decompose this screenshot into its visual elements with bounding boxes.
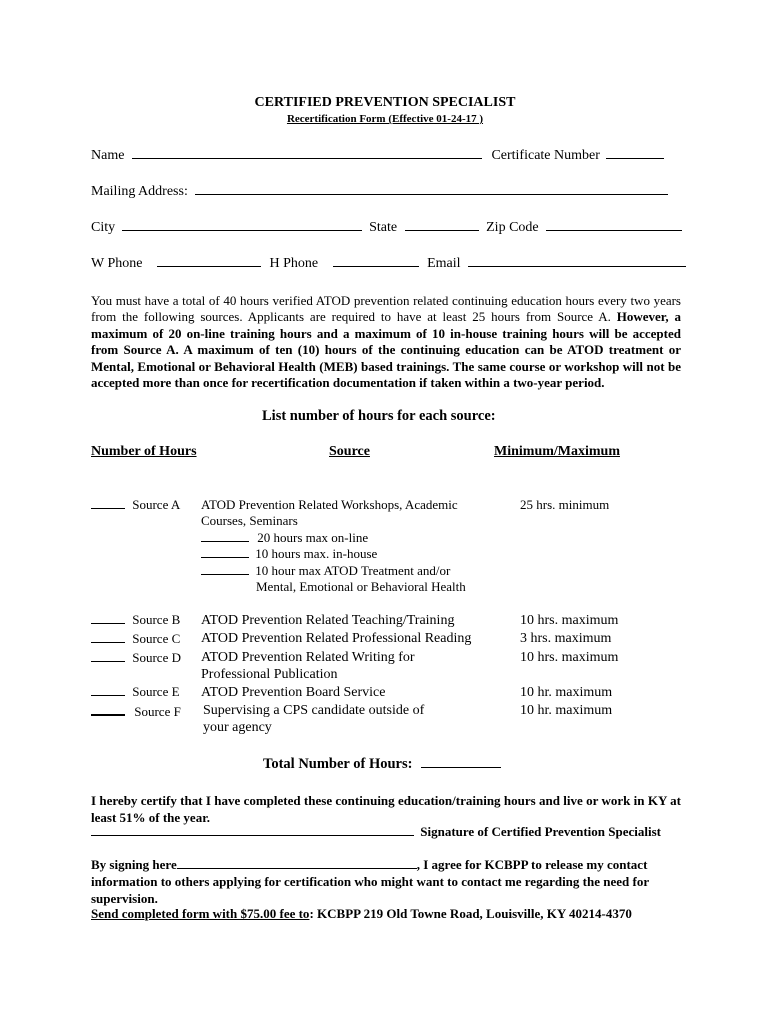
source-d-limit: 10 hrs. maximum <box>520 650 619 665</box>
city-row <box>91 219 682 236</box>
source-d-desc1: ATOD Prevention Related Writing for <box>201 650 415 665</box>
source-b-hours-field[interactable] <box>91 613 125 624</box>
consent-suffix: , I agree for KCBPP to release my contact information to others applying for certification who might want to contact me regarding the need for supervision. <box>91 857 649 906</box>
form-subtitle: Recertification Form (Effective 01-24-17 ) <box>286 113 484 125</box>
source-a-label: Source A <box>132 497 181 512</box>
state-field[interactable] <box>405 219 479 231</box>
source-b-hours <box>91 612 180 628</box>
source-c-desc: ATOD Prevention Related Professional Reading <box>201 631 472 646</box>
mailing-label: Mailing Address: <box>91 184 188 199</box>
wphone-field[interactable] <box>157 255 261 267</box>
source-d-hours <box>91 650 181 666</box>
source-c-label: Source C <box>132 631 181 646</box>
send-row <box>91 906 632 922</box>
source-a-sub4: Mental, Emotional or Behavioral Health <box>256 579 466 594</box>
source-e-hours-field[interactable] <box>91 685 125 696</box>
source-a-sub3: 10 hour max ATOD Treatment and/or <box>255 563 451 578</box>
col-source-header: Source <box>329 444 370 459</box>
source-a-sub3-row <box>201 563 450 579</box>
name-row <box>91 147 664 164</box>
source-e-desc: ATOD Prevention Board Service <box>201 685 386 700</box>
mailing-field[interactable] <box>195 183 668 195</box>
zip-field[interactable] <box>546 219 682 231</box>
source-b-desc: ATOD Prevention Related Teaching/Training <box>201 613 455 628</box>
total-label: Total Number of Hours: <box>263 756 413 772</box>
source-d-label: Source D <box>132 650 181 665</box>
online-hours-field[interactable] <box>201 531 249 542</box>
source-c-hours-field[interactable] <box>91 632 125 643</box>
source-d-hours-field[interactable] <box>91 651 125 662</box>
email-field[interactable] <box>468 255 686 267</box>
hphone-label: H Phone <box>269 256 319 271</box>
intro-text: You must have a total of 40 hours verified ATOD prevention related continuing education hours every two years from the following sources. Applicants are required to have at least 25 hours from Source A. <box>91 293 681 325</box>
source-b-limit: 10 hrs. maximum <box>520 613 619 628</box>
signature-label: Signature of Certified Prevention Specialist <box>420 824 661 839</box>
signature-field[interactable] <box>91 825 414 836</box>
source-d-desc2: Professional Publication <box>201 667 338 682</box>
city-label: City <box>91 220 116 235</box>
wphone-label: W Phone <box>91 256 143 271</box>
source-e-hours <box>91 684 180 700</box>
source-a-desc2: Courses, Seminars <box>201 513 298 528</box>
col-hours-header: Number of Hours <box>91 444 197 459</box>
col-minmax-header: Minimum/Maximum <box>494 444 620 459</box>
source-a-sub1-row <box>201 530 368 546</box>
name-field[interactable] <box>132 147 482 159</box>
source-e-label: Source E <box>132 684 180 699</box>
consent-prefix: By signing here <box>91 857 177 872</box>
source-f-hours-field[interactable] <box>91 704 125 716</box>
mailing-row <box>91 183 668 200</box>
source-a-limit: 25 hrs. minimum <box>520 497 610 512</box>
source-e-limit: 10 hr. maximum <box>520 685 613 700</box>
source-f-limit: 10 hr. maximum <box>520 703 613 718</box>
source-c-limit: 3 hrs. maximum <box>520 631 612 646</box>
certificate-field[interactable] <box>606 147 664 159</box>
consent-paragraph <box>91 856 681 907</box>
name-label: Name <box>91 148 125 163</box>
source-f-desc1: Supervising a CPS candidate outside of <box>203 703 425 718</box>
signature-row <box>91 824 661 840</box>
zip-label: Zip Code <box>486 220 539 235</box>
total-row <box>263 756 501 773</box>
city-field[interactable] <box>122 219 362 231</box>
source-a-sub2: 10 hours max. in-house <box>255 546 378 561</box>
source-f-hours <box>91 704 181 720</box>
source-c-hours <box>91 631 180 647</box>
send-address: : KCBPP 219 Old Towne Road, Louisville, KY 40214-4370 <box>309 906 632 921</box>
treatment-hours-field[interactable] <box>201 564 249 575</box>
source-a-hours <box>91 497 180 513</box>
total-hours-field[interactable] <box>421 756 501 768</box>
inhouse-hours-field[interactable] <box>201 547 249 558</box>
source-a-hours-field[interactable] <box>91 498 125 509</box>
source-a-desc1: ATOD Prevention Related Workshops, Academic <box>201 497 458 512</box>
state-label: State <box>369 220 398 235</box>
certify-text: I hereby certify that I have completed these continuing education/training hours and live or work in KY at least 51% of the year. <box>91 793 681 825</box>
send-label: Send completed form with $75.00 fee to <box>91 906 310 921</box>
source-f-desc2: your agency <box>203 720 272 735</box>
form-title: CERTIFIED PREVENTION SPECIALIST <box>254 95 516 110</box>
intro-paragraph <box>91 293 681 391</box>
certificate-label: Certificate Number <box>491 148 600 163</box>
consent-signature-field[interactable] <box>177 858 417 869</box>
source-a-sub1: 20 hours max on-line <box>257 530 369 545</box>
email-label: Email <box>427 256 461 271</box>
source-b-label: Source B <box>132 612 181 627</box>
phone-row <box>91 255 686 272</box>
list-heading: List number of hours for each source: <box>262 408 496 424</box>
source-a-sub2-row <box>201 546 377 562</box>
hphone-field[interactable] <box>333 255 419 267</box>
source-f-label: Source F <box>134 704 181 719</box>
intro-bold-text: However, a maximum of 20 on-line training hours and a maximum of 10 in-house training hours will be accepted from Source A. A maximum of ten (10) hours of the continuing education can be ATOD treatment or Mental, Emotional or Behavioral Health (MEB) based trainings. The same course or workshop will not be accepted more than once for recertification documentation if taken within a two-year period. <box>91 309 681 391</box>
